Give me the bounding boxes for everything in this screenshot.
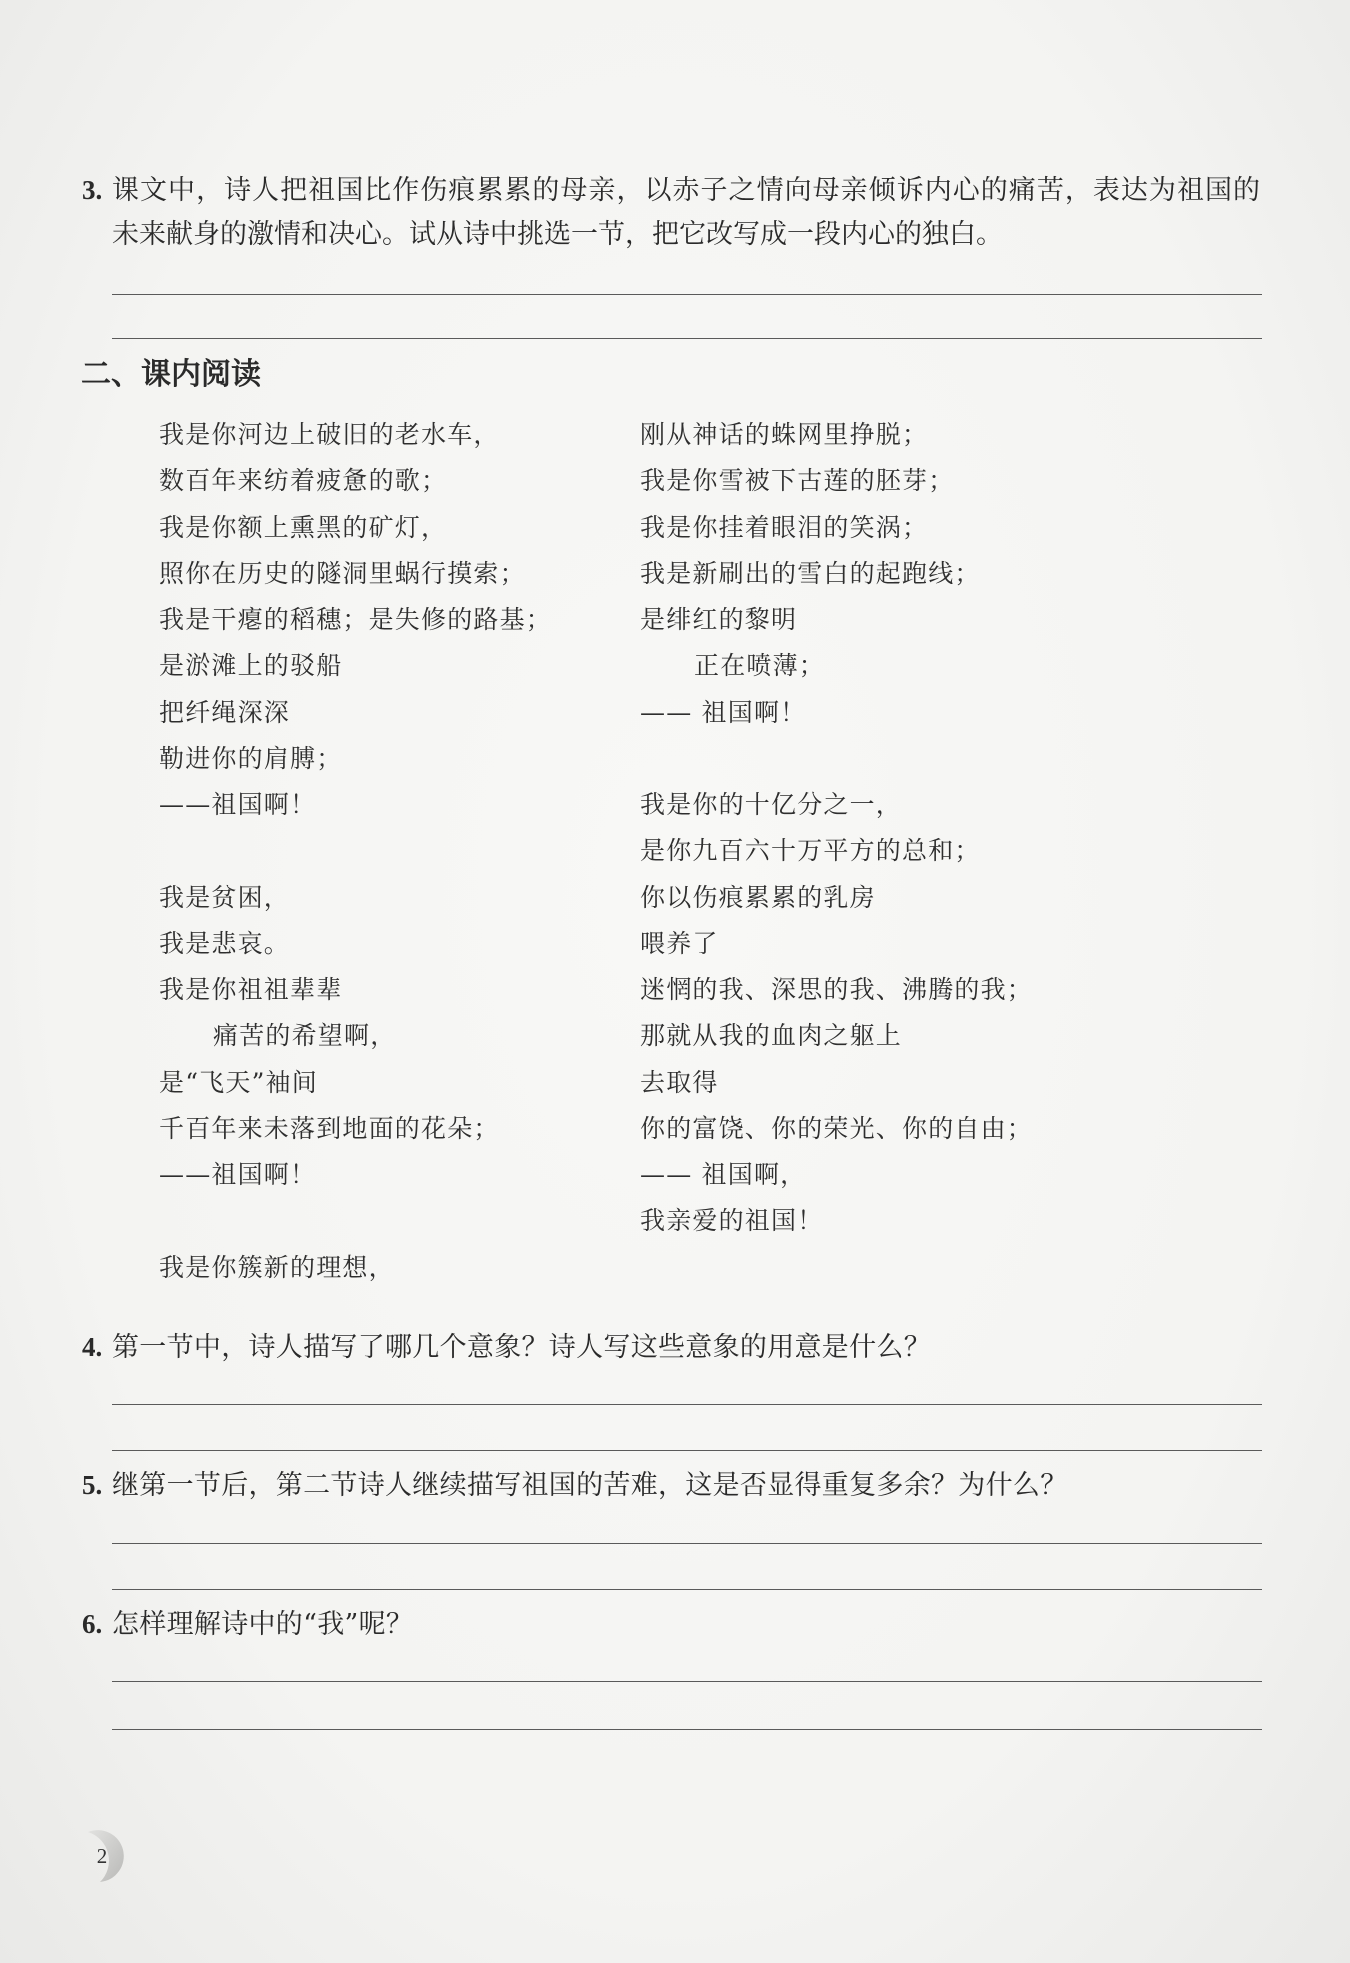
section-title: 二、课内阅读 <box>81 357 261 392</box>
answer-line <box>112 1404 1262 1405</box>
poem-line: 我是你雪被下古莲的胚芽； <box>640 466 955 496</box>
poem-line: 照你在历史的隧洞里蜗行摸索； <box>159 558 526 588</box>
poem-line: 我是悲哀。 <box>159 928 291 958</box>
poem-line: 那就从我的血肉之躯上 <box>640 1021 903 1051</box>
poem-stanza <box>640 782 1160 1245</box>
poem-line: 数百年来纺着疲惫的歌； <box>159 466 448 496</box>
poem-line: 我是贫困， <box>159 882 291 912</box>
poem-stanza <box>159 412 629 828</box>
poem-stanza <box>159 875 629 1199</box>
poem-line: 我是干瘪的稻穗；是失修的路基； <box>159 605 553 634</box>
page-number: 2 <box>96 1844 108 1868</box>
answer-line <box>112 1589 1262 1590</box>
poem-line: 把纤绳深深 <box>159 697 291 727</box>
poem-line: 正在喷薄； <box>694 651 826 681</box>
poem-line: 是绯红的黎明 <box>640 605 798 634</box>
poem-column-right <box>640 412 1160 1245</box>
answer-line <box>112 294 1262 295</box>
question-number: 6. <box>82 1609 103 1639</box>
answer-line <box>112 1681 1262 1682</box>
poem-line: 是“飞天”袖间 <box>159 1067 318 1097</box>
poem-line: 是你九百六十万平方的总和； <box>640 836 981 866</box>
poem-column-left <box>159 412 629 1291</box>
poem-line: 你的富饶、你的荣光、你的自由； <box>640 1113 1034 1143</box>
question-5 <box>82 1463 1262 1508</box>
question-text: 继第一节后，第二节诗人继续描写祖国的苦难，这是否显得重复多余？为什么？ <box>112 1470 1068 1501</box>
question-4 <box>82 1325 1262 1370</box>
poem-line: 我是你的十亿分之一， <box>640 790 903 819</box>
question-text-line: 未来献身的激情和决心。试从诗中挑选一节，把它改写成一段内心的独白。 <box>112 219 1003 250</box>
poem-line: 去取得 <box>640 1067 719 1097</box>
poem-line: ——祖国啊！ <box>159 1160 317 1189</box>
poem-line: 喂养了 <box>640 928 719 958</box>
question-text-line: 课文中，诗人把祖国比作伤痕累累的母亲，以赤子之情向母亲倾诉内心的痛苦，表达为祖国的 <box>112 175 1260 206</box>
poem-line: 痛苦的希望啊， <box>213 1021 397 1051</box>
question-text: 第一节中，诗人描写了哪几个意象？诗人写这些意象的用意是什么？ <box>112 1332 931 1363</box>
poem-line: 迷惘的我、深思的我、沸腾的我； <box>640 975 1034 1004</box>
question-number: 3. <box>82 175 103 205</box>
poem-line: 我是你挂着眼泪的笑涡； <box>640 512 929 542</box>
poem-line: 我是你祖祖辈辈 <box>159 975 343 1004</box>
question-text: 怎样理解诗中的“我”呢？ <box>112 1609 414 1640</box>
answer-line <box>112 1450 1262 1451</box>
poem-line: 你以伤痕累累的乳房 <box>640 882 876 912</box>
poem-line: 勒进你的肩膊； <box>159 743 343 773</box>
poem-line: 我是你河边上破旧的老水车， <box>159 420 500 449</box>
poem-line: 千百年来未落到地面的花朵； <box>159 1113 500 1143</box>
question-number: 5. <box>82 1470 103 1500</box>
poem-stanza <box>640 412 1160 736</box>
poem-line: 是淤滩上的驳船 <box>159 651 343 681</box>
answer-line <box>112 338 1262 339</box>
answer-line <box>112 1729 1262 1730</box>
poem-line: 我是你额上熏黑的矿灯， <box>159 512 448 542</box>
question-number: 4. <box>82 1332 103 1362</box>
poem-line: —— 祖国啊！ <box>640 697 807 727</box>
poem-line: 我是新刷出的雪白的起跑线； <box>640 558 981 588</box>
answer-line <box>112 1543 1262 1544</box>
question-3 <box>82 168 1262 213</box>
question-6 <box>82 1602 1262 1647</box>
poem-line: 刚从神话的蛛网里挣脱； <box>640 420 929 449</box>
poem-line: 我是你簇新的理想， <box>159 1252 395 1282</box>
poem-line: —— 祖国啊， <box>640 1160 807 1189</box>
page-number-badge <box>74 1826 138 1886</box>
poem-stanza <box>159 1245 629 1291</box>
poem-line: ——祖国啊！ <box>159 790 317 819</box>
poem-line: 我亲爱的祖国！ <box>640 1206 824 1236</box>
